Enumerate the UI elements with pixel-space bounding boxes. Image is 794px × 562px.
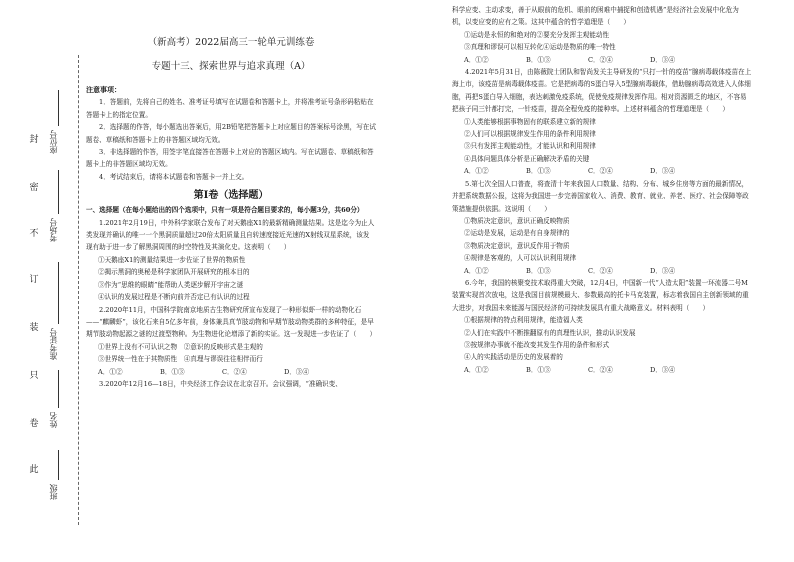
question-6-option: ④人的实践活动是历史的发展着的 xyxy=(464,353,563,362)
exam-room-line xyxy=(58,170,59,214)
binding-char: 此 xyxy=(29,465,39,475)
note-item: 3．非选择题的作答，用签字笔直接答在答题卡上对应的答题区域内。写在试题卷、草稿纸和答题卡上的非答题区域均无效。 xyxy=(86,148,374,169)
binding-char: 订 xyxy=(29,275,39,285)
question-6-option: ①根据规律的特点利用规律，能造福人类 xyxy=(464,316,583,325)
question-5-option: ①物质决定意识，意识正确反映物质 xyxy=(464,216,570,225)
choice-b: B．①③ xyxy=(526,365,551,374)
question-2-option: ③世界统一性在于其物质性 ④真理与谬误往往相伴而行 xyxy=(98,355,263,364)
section-title: 第Ⅰ卷（选择题） xyxy=(193,190,269,202)
name-label: 姓名 xyxy=(49,412,58,428)
right-column xyxy=(452,0,752,376)
notes-heading: 注意事项： xyxy=(86,85,121,94)
question-6-option: ②人们在实践中不断推翻原有的真理性认识，推动认识发展 xyxy=(464,328,636,337)
choice-c: C．②④ xyxy=(588,167,613,176)
class-label: 班级 xyxy=(49,484,58,500)
question-2-choices xyxy=(86,366,376,378)
seal-dashed-line xyxy=(78,55,79,525)
choice-a: A．①② xyxy=(98,367,123,376)
choice-c: C．②④ xyxy=(588,55,613,64)
choice-b: B．①③ xyxy=(526,167,551,176)
admission-number-label: 准考证号 xyxy=(49,328,58,360)
choice-d: D．③④ xyxy=(650,167,676,176)
choice-b: B．①③ xyxy=(526,266,551,275)
question-6-option: ③按规律办事就不能改变其发生作用的条件和形式 xyxy=(464,340,610,349)
question-3-choices xyxy=(452,54,752,66)
question-4-stem: 4.2021年5月31日，由陈薇院士团队和智尚发关主导研发的“只打一针的疫苗”腺病毒载体疫苗在上海上市，该疫苗是病毒载体疫苗。它是把病毒的S蛋白导入5型腺病毒载体，借助腺病毒高效进入人体细胞，再把S蛋白导入细胞，表达刺激免疫系统，促使免疫规律发挥作用。相对资源匮乏的地区，不容易把孩子同三针都打完，一针疫苗，提高全程免疫的接种率。上述材料蕴含的哲理道理是（ ） xyxy=(452,68,752,114)
question-4-option: ③只有发挥主观能动性，才能认识和利用规律 xyxy=(464,142,596,151)
part-instructions: 一、选择题（在每小题给出的四个选项中，只有一项是符合题目要求的，每小题3分，共60分） xyxy=(86,206,364,215)
choice-b: B．①③ xyxy=(526,55,551,64)
question-1-option: ④认识的发展过程是不断向前并否定已有认识的过程 xyxy=(98,293,250,302)
question-6-stem: 6.今年，我国的核聚变技术取得重大突破，12月4日，中国新一代“人造太阳”装置一环流器二号M装置实现首次放电，这是我国目前规模最大、参数最高的托卡马克装置，标志着我国自主创新领域的重大进步，对我国未来能源与国民经济的可持续发展具有重大战略意义。材料表明（ ） xyxy=(452,278,749,312)
question-1-option: ③作为“思维的眼睛”能帮助人类逐步解开宇宙之谜 xyxy=(98,280,244,289)
exam-room-label: 考场号 xyxy=(49,218,58,242)
question-4-option: ②人们可以根据规律发生作用的条件利用规律 xyxy=(464,130,596,139)
choice-d: D．③④ xyxy=(650,55,676,64)
class-line xyxy=(58,450,59,480)
choice-c: C．②④ xyxy=(588,365,613,374)
question-6-choices xyxy=(452,364,752,376)
question-1-option: ②揭示黑洞的奥秘是科学家团队开展研究的根本目的 xyxy=(98,268,250,277)
note-item: 1．答题前，先将自己的姓名、准考证号填写在试题卷和答题卡上，并将准考证号条形码粘贴在答题卡上的指定位置。 xyxy=(86,98,374,119)
question-4-option: ④具体问题具体分析是正确解决矛盾的关键 xyxy=(464,154,590,163)
binding-margin xyxy=(0,0,80,562)
question-5-option: ④规律是客观的，人可以认识利用规律 xyxy=(464,254,577,263)
question-4-option: ①人类能够根据事物固有的联系建立新的规律 xyxy=(464,117,596,126)
question-3-stem-start: 3.2020年12月16—18日，中央经济工作会议在北京召开。会议强调，“准确识变、 xyxy=(99,379,342,388)
choice-a: A．①② xyxy=(464,55,489,64)
binding-char: 卷 xyxy=(29,419,39,429)
note-item: 4．考试结束后，请将本试题卷和答题卡一并上交。 xyxy=(99,172,249,181)
question-3-option: ①运动是永恒的和绝对的②要充分发挥主观能动性 xyxy=(464,30,610,39)
choice-c: C．②④ xyxy=(222,367,247,376)
choice-b: B．①③ xyxy=(160,367,185,376)
binding-char: 封 xyxy=(29,135,39,145)
note-item: 2．选择题的作答，每小题选出答案后，用2B铅笔把答题卡上对应题目的答案标号涂黑，写在试题卷、草稿纸和答题卡上的非答题区域均无效。 xyxy=(86,123,376,144)
left-column xyxy=(86,0,376,390)
question-2-stem: 2.2020年11月，中国科学院南京地质古生物研究所宣布发现了一种形似虾一样的动物化石——“麒麟虾”，该化石来自5亿多年前，身体兼具真节肢动物和早期节肢动物类群的多种特征，是早期节肢动物起源之谜的过渡型物种。为生物进化论增添了新的实证。这一发现进一步佐证了（ ） xyxy=(86,305,377,339)
admission-number-line xyxy=(58,262,59,324)
choice-a: A．①② xyxy=(464,266,489,275)
question-5-option: ②运动是发展，运动是有自身规律的 xyxy=(464,229,570,238)
seat-number-label: 座位号 xyxy=(49,130,58,154)
choice-d: D．③④ xyxy=(650,266,676,275)
question-5-option: ③物质决定意识，意识反作用于物质 xyxy=(464,241,570,250)
exam-subtitle: 专题十三、探索世界与追求真理（A） xyxy=(151,61,311,72)
name-line xyxy=(58,370,59,408)
choice-c: C．②④ xyxy=(588,266,613,275)
binding-char: 只 xyxy=(29,371,39,381)
binding-char: 密 xyxy=(29,183,39,193)
binding-char: 装 xyxy=(29,323,39,333)
choice-d: D．③④ xyxy=(284,367,310,376)
question-5-choices xyxy=(452,265,752,277)
seat-number-line xyxy=(58,90,59,126)
question-5-stem: 5.第七次全国人口普查，将查清十年来我国人口数量、结构、分布、城乡住房等方面的最新情况，并把系统数据公报，这将为我国进一步完善国家收入、消费、教育、就业、养老、医疗、社会保障等政策措施提供依据。这说明（ ） xyxy=(452,179,749,213)
choice-d: D．③④ xyxy=(650,365,676,374)
question-3-option: ③真理和谬误可以相互转化④运动是物质的唯一特性 xyxy=(464,43,616,52)
question-4-choices xyxy=(452,165,752,177)
choice-a: A．①② xyxy=(464,365,489,374)
question-1-option: ①天鹅座X1的测量结果进一步佐证了世界的物质性 xyxy=(98,255,246,264)
question-2-option: ①世界上没有不可认识之物 ②意识的反映形式是主观的 xyxy=(98,342,263,351)
exam-title: （新高考）2022届高三一轮单元训练卷 xyxy=(147,37,315,48)
binding-char: 不 xyxy=(29,229,39,239)
question-1-stem: 1.2021年2月19日，中外科学家联合发布了对天鹅座X1的最新精确测量结果。这是迄今为止人类发现并确认的唯一一个黑洞质量超过20倍太阳质量且自转速度接近光速的X射线双星系统，该发现有助于进一步了解黑洞周围的时空特性及其演化史。这表明（ ） xyxy=(86,218,375,252)
question-3-stem-cont: 科学应变、主动求变，善于从眼前的危机、眼前的困难中捕捉和创造机遇”是经济社会发展中化危为机，以变应变的应有之策。这其中蕴含的哲学道理是（ ） xyxy=(452,6,739,27)
choice-a: A．①② xyxy=(464,167,489,176)
